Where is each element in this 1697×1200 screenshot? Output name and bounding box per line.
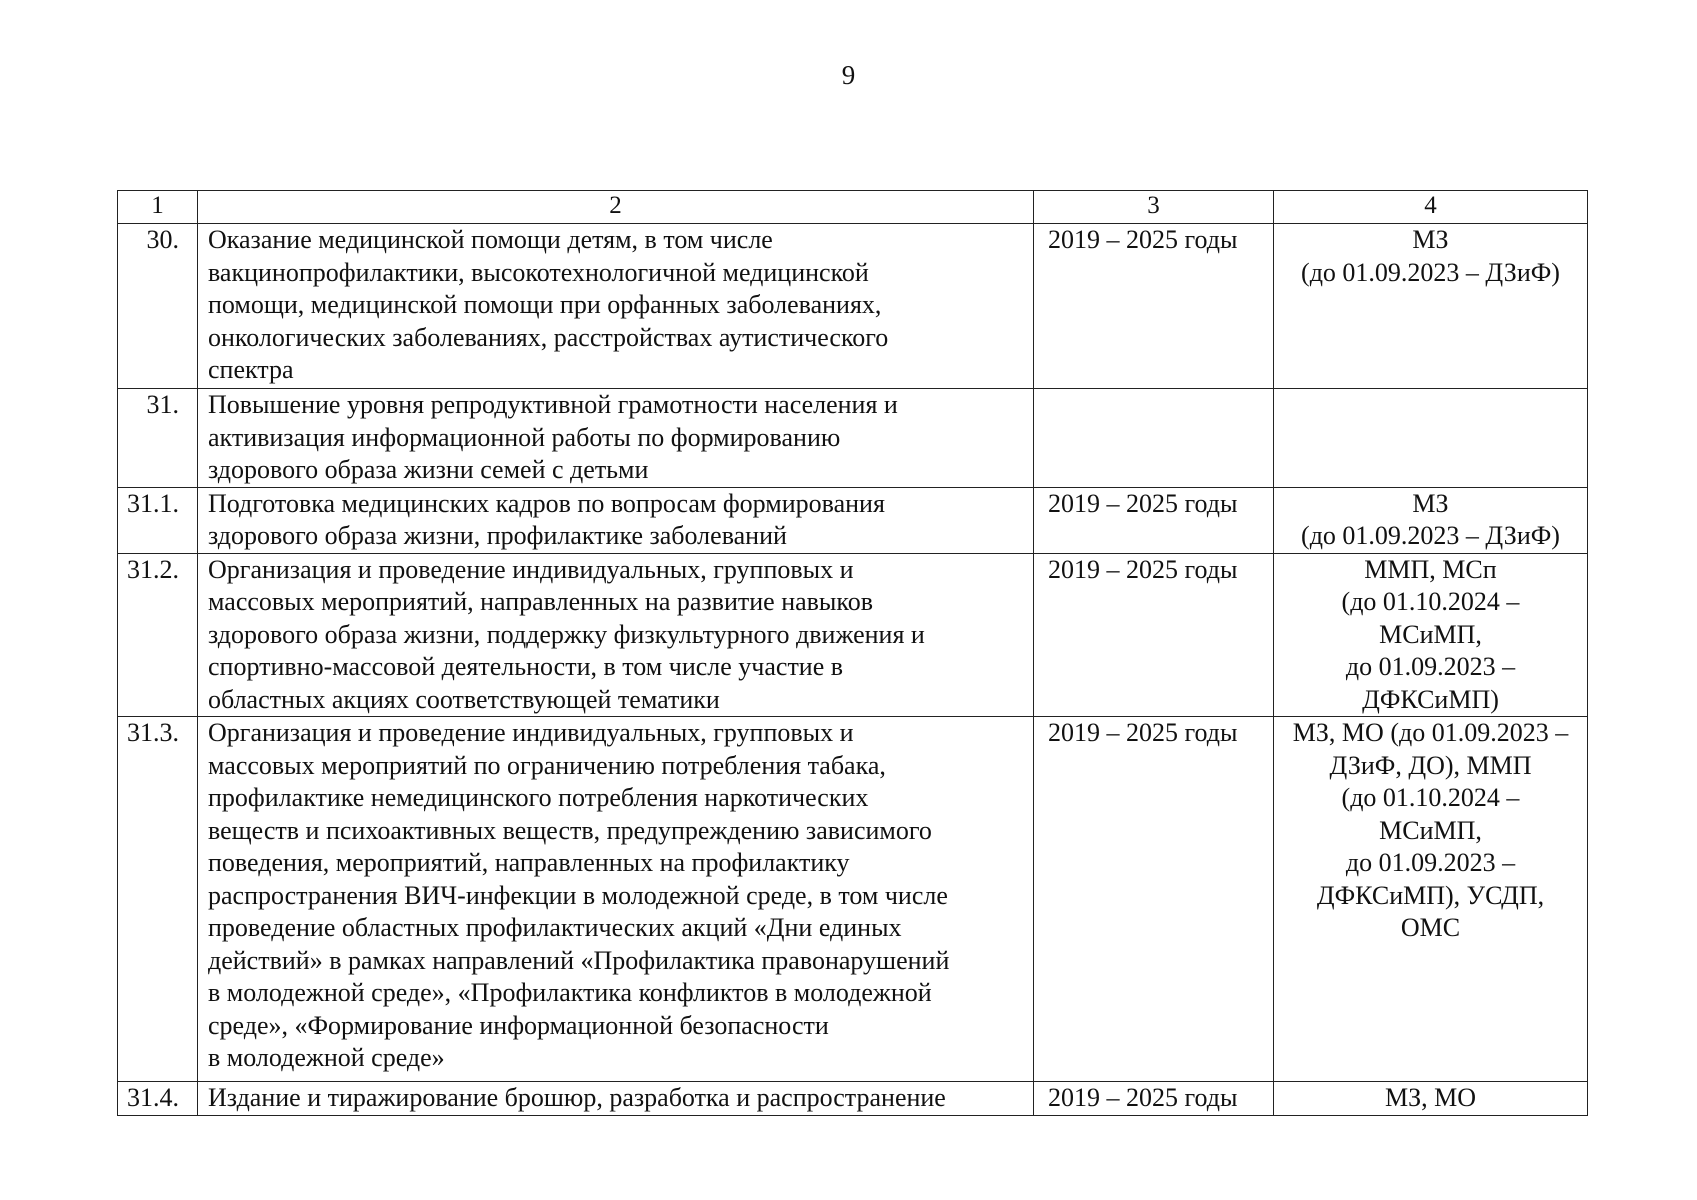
description-line: веществ и психоактивных веществ, предупреждению зависимого <box>208 815 932 845</box>
description-line: вакцинопрофилактики, высокотехнологичной медицинской <box>208 257 869 287</box>
description-line: областных акциях соответствующей тематики <box>208 684 720 714</box>
description-line: массовых мероприятий, направленных на развитие навыков <box>208 587 873 616</box>
description-line: онкологических заболеваниях, расстройствах аутистического <box>208 322 889 352</box>
item-description <box>198 224 1034 389</box>
description-line: проведение областных профилактических акций «Дни единых <box>208 913 902 942</box>
description-line: здорового образа жизни семей с детьми <box>208 455 649 484</box>
item-executor <box>1274 717 1588 1082</box>
table-row <box>118 717 1588 1082</box>
item-description <box>198 717 1034 1082</box>
item-period: 2019 – 2025 годы <box>1034 1082 1274 1116</box>
table-row <box>118 553 1588 717</box>
item-number: 31.3. <box>118 717 198 1082</box>
executor-line: ДФКСиМП), УСДП, <box>1316 880 1545 910</box>
page-number: 9 <box>841 60 856 90</box>
description-line: здорового образа жизни, профилактике заболеваний <box>208 521 787 550</box>
description-line: Повышение уровня репродуктивной грамотности населения и <box>208 390 898 419</box>
item-period: 2019 – 2025 годы <box>1034 553 1274 717</box>
item-period <box>1034 389 1274 488</box>
item-executor <box>1274 487 1588 553</box>
executor-line: МЗ <box>1412 488 1449 518</box>
description-line: спектра <box>208 355 294 384</box>
executor-line: ММП, МСп <box>1364 554 1497 584</box>
item-number: 31.4. <box>118 1082 198 1116</box>
item-executor <box>1274 224 1588 389</box>
table-row <box>118 487 1588 553</box>
executor-line: МСиМП, <box>1379 815 1482 845</box>
description-line: активизация информационной работы по формированию <box>208 422 841 452</box>
executor-line: МЗ, МО <box>1384 1083 1477 1112</box>
column-number-2: 2 <box>198 191 1034 224</box>
item-executor <box>1274 389 1588 488</box>
description-line: Организация и проведение индивидуальных, групповых и <box>208 718 854 747</box>
description-line: распространения ВИЧ-инфекции в молодежной среде, в том числе <box>208 880 948 910</box>
executor-line: до 01.09.2023 – <box>1345 652 1516 681</box>
table-row <box>118 389 1588 488</box>
item-description <box>198 487 1034 553</box>
description-line: поведения, мероприятий, направленных на профилактику <box>208 848 850 877</box>
table-row <box>118 1082 1588 1116</box>
executor-line: (до 01.09.2023 – ДЗиФ) <box>1301 257 1560 287</box>
executor-line: МЗ, МО (до 01.09.2023 – <box>1292 718 1569 747</box>
item-period: 2019 – 2025 годы <box>1034 717 1274 1082</box>
column-number-1: 1 <box>118 191 198 224</box>
executor-line: до 01.09.2023 – <box>1345 848 1516 877</box>
description-line: массовых мероприятий по ограничению потребления табака, <box>208 750 886 780</box>
item-number: 31.1. <box>118 487 198 553</box>
description-line: среде», «Формирование информационной безопасности <box>208 1010 829 1040</box>
description-line: спортивно-массовой деятельности, в том числе участие в <box>208 652 844 681</box>
plan-table <box>117 190 1588 1116</box>
executor-line: ОМС <box>1400 913 1461 942</box>
description-line: Подготовка медицинских кадров по вопросам формирования <box>208 488 885 518</box>
executor-line: (до 01.09.2023 – ДЗиФ) <box>1301 521 1560 550</box>
description-line: профилактике немедицинского потребления наркотических <box>208 783 869 812</box>
description-line: помощи, медицинской помощи при орфанных заболеваниях, <box>208 290 882 319</box>
item-number: 31. <box>118 389 198 488</box>
description-line: Организация и проведение индивидуальных, групповых и <box>208 554 854 584</box>
item-number: 31.2. <box>118 553 198 717</box>
executor-line: МСиМП, <box>1379 619 1482 649</box>
item-description <box>198 389 1034 488</box>
description-line: Издание и тиражирование брошюр, разработка и распространение <box>208 1083 946 1112</box>
description-line: здорового образа жизни, поддержку физкультурного движения и <box>208 619 925 649</box>
table-header-row <box>118 191 1588 224</box>
item-executor <box>1274 553 1588 717</box>
column-number-4: 4 <box>1274 191 1588 224</box>
executor-line: (до 01.10.2024 – <box>1341 587 1520 616</box>
description-line: действий» в рамках направлений «Профилактика правонарушений <box>208 945 950 975</box>
item-description <box>198 1082 1034 1116</box>
executor-line: МЗ <box>1412 225 1449 254</box>
executor-line: ДФКСиМП) <box>1362 684 1499 714</box>
item-period: 2019 – 2025 годы <box>1034 487 1274 553</box>
description-line: в молодежной среде» <box>208 1043 445 1072</box>
item-number: 30. <box>118 224 198 389</box>
column-number-3: 3 <box>1034 191 1274 224</box>
description-line: Оказание медицинской помощи детям, в том числе <box>208 225 773 254</box>
item-executor <box>1274 1082 1588 1116</box>
executor-line: (до 01.10.2024 – <box>1341 783 1520 812</box>
table-row <box>118 224 1588 389</box>
item-period: 2019 – 2025 годы <box>1034 224 1274 389</box>
executor-line: ДЗиФ, ДО), ММП <box>1329 750 1532 780</box>
item-description <box>198 553 1034 717</box>
description-line: в молодежной среде», «Профилактика конфликтов в молодежной <box>208 978 932 1007</box>
